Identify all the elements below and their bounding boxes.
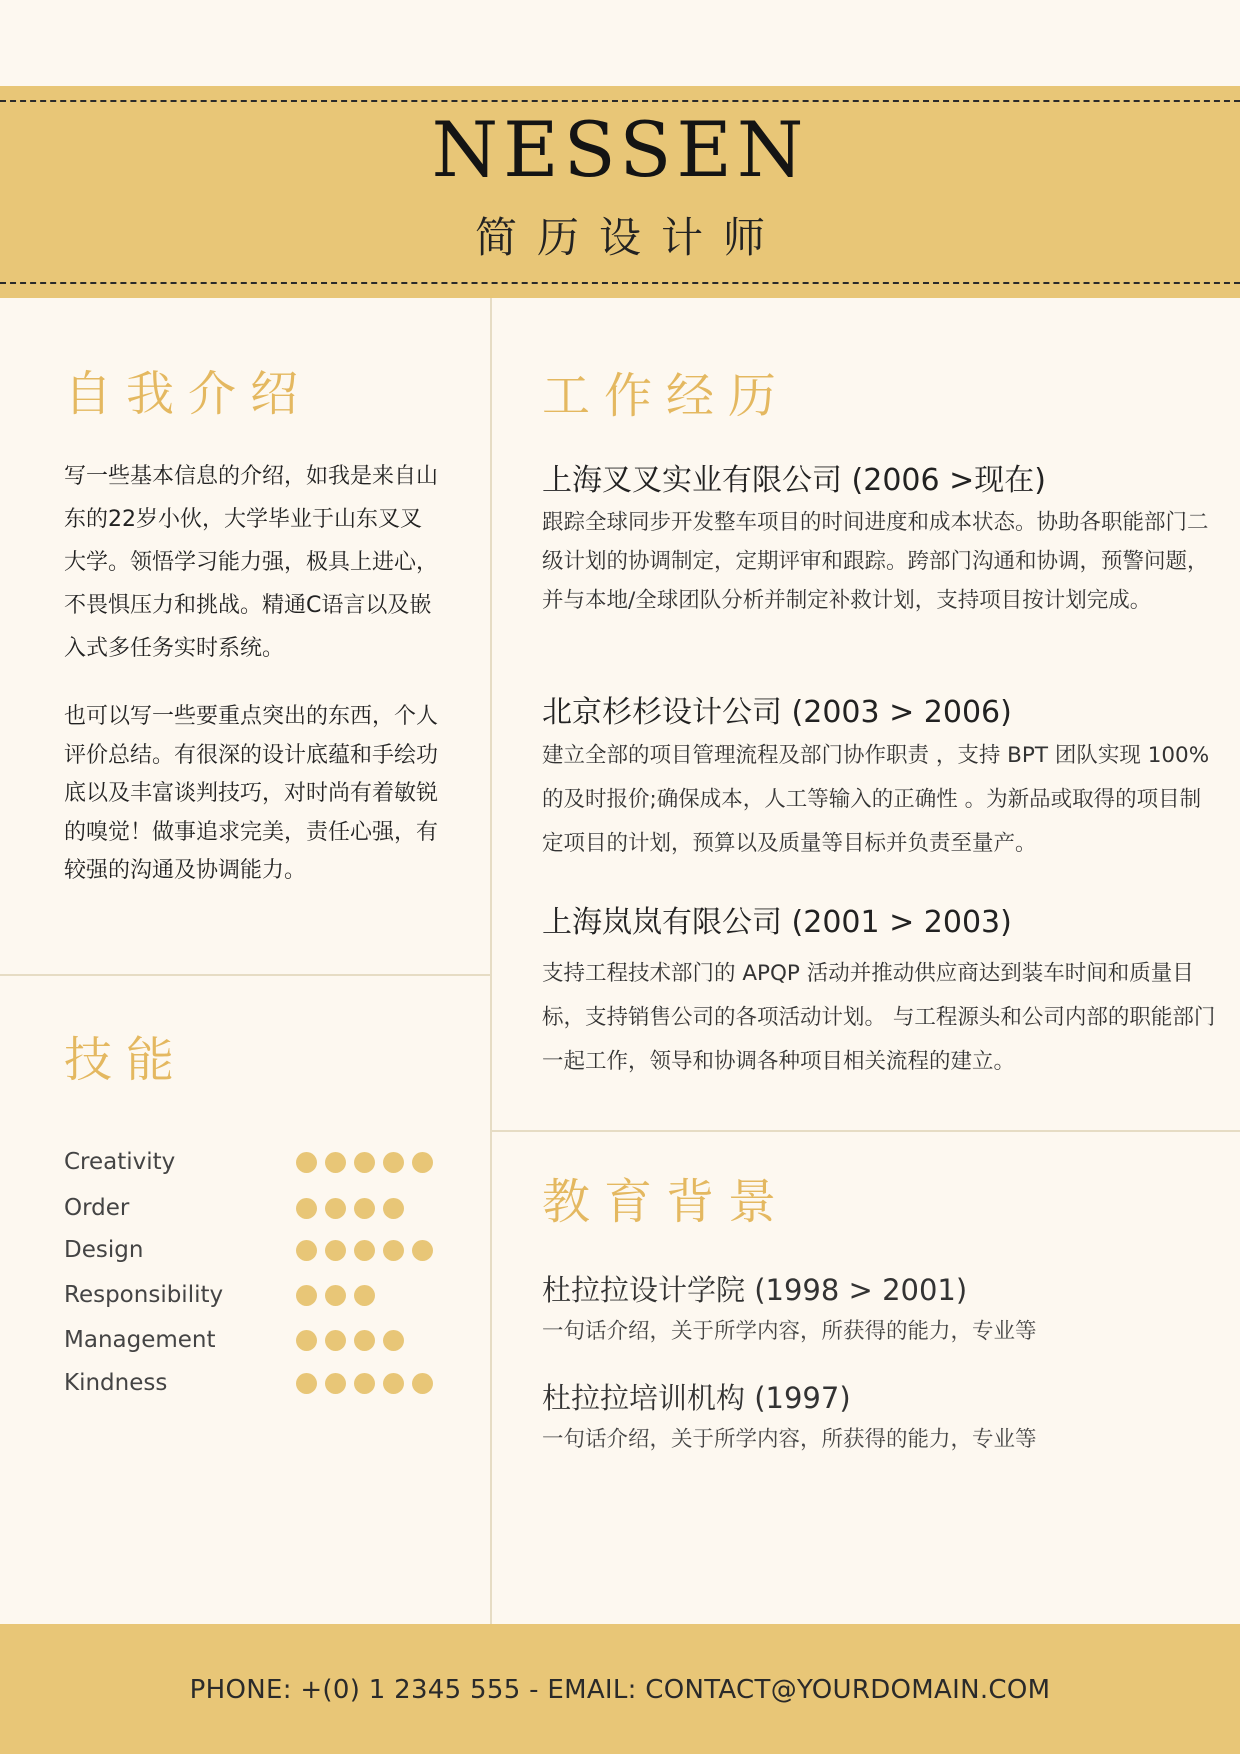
skill-label: Responsibility bbox=[64, 1282, 224, 1308]
skill-dot-icon bbox=[383, 1373, 404, 1394]
education-item-title: 杜拉拉设计学院 (1998 > 2001) bbox=[542, 1273, 968, 1307]
skill-dot-icon bbox=[383, 1152, 404, 1173]
about-paragraph-2: 也可以写一些要重点突出的东西，个人评价总结。有很深的设计底蕴和手绘功底以及丰富谈判技巧，对时尚有着敏锐的嗅觉！做事追求完美，责任心强，有较强的沟通及协调能力。 bbox=[64, 704, 439, 883]
skill-label: Kindness bbox=[64, 1370, 168, 1396]
skill-dot-icon bbox=[325, 1240, 346, 1261]
about-title: 自我介绍 bbox=[64, 366, 313, 422]
job-title: 北京杉杉设计公司 (2003 > 2006) bbox=[542, 695, 1012, 730]
education-item-description: 一句话介绍，关于所学内容，所获得的能力，专业等 bbox=[542, 1319, 1037, 1344]
education-item-description: 一句话介绍，关于所学内容，所获得的能力，专业等 bbox=[542, 1427, 1037, 1452]
job-description: 支持工程技术部门的 APQP 活动并推动供应商达到装车时间和质量目标，支持销售公司的各项活动计划。 与工程源头和公司内部的职能部门一起工作，领导和协调各种项目相关流程的建立。 bbox=[542, 961, 1216, 1074]
skill-dot-icon bbox=[325, 1198, 346, 1219]
job-description: 建立全部的项目管理流程及部门协作职责 ，支持 BPT 团队实现 100%的及时报价;确保成本，人工等输入的正确性 。为新品或取得的项目制定项目的计划，预算以及质量等目标并负责至量产。 bbox=[542, 743, 1210, 856]
skill-dot-icon bbox=[383, 1198, 404, 1219]
skill-dot-icon bbox=[354, 1285, 375, 1306]
skill-dot-icon bbox=[354, 1152, 375, 1173]
skill-dot-icon bbox=[325, 1285, 346, 1306]
footer-band bbox=[0, 1624, 1240, 1754]
job-title: 上海叉叉实业有限公司 (2006 >现在) bbox=[542, 463, 1046, 498]
skill-row bbox=[64, 1188, 444, 1228]
skills-title: 技能 bbox=[64, 1032, 189, 1088]
education-title: 教育背景 bbox=[542, 1174, 791, 1230]
skill-row bbox=[64, 1363, 444, 1403]
skill-dot-icon bbox=[296, 1152, 317, 1173]
skill-dot-icon bbox=[383, 1330, 404, 1351]
skill-dot-icon bbox=[412, 1152, 433, 1173]
skill-dot-icon bbox=[354, 1240, 375, 1261]
skill-dot-icon bbox=[325, 1373, 346, 1394]
skill-dot-icon bbox=[296, 1373, 317, 1394]
skill-dot-icon bbox=[296, 1330, 317, 1351]
job-description: 跟踪全球同步开发整车项目的时间进度和成本状态。协助各职能部门二级计划的协调制定，定期评审和跟踪。跨部门沟通和协调，预警问题，并与本地/全球团队分析并制定补救计划，支持项目按计划完成。 bbox=[542, 510, 1209, 613]
resume-role: 简历设计师 bbox=[474, 213, 785, 262]
skill-dot-icon bbox=[354, 1373, 375, 1394]
experience-title: 工作经历 bbox=[542, 368, 791, 424]
contact-info: PHONE: +(0) 1 2345 555 - EMAIL: CONTACT@YOURDOMAIN.COM bbox=[189, 1675, 1051, 1705]
skill-dot-icon bbox=[412, 1240, 433, 1261]
skill-dot-icon bbox=[296, 1240, 317, 1261]
header-band bbox=[0, 86, 1240, 298]
resume-name: NESSEN bbox=[431, 105, 809, 194]
skill-label: Order bbox=[64, 1195, 130, 1221]
about-paragraph-1: 写一些基本信息的介绍，如我是来自山东的22岁小伙，大学毕业于山东叉叉大学。领悟学习能力强，极具上进心，不畏惧压力和挑战。精通C语言以及嵌入式多任务实时系统。 bbox=[64, 464, 439, 661]
skill-label: Design bbox=[64, 1237, 144, 1263]
skill-label: Creativity bbox=[64, 1149, 176, 1175]
skill-row bbox=[64, 1275, 444, 1315]
header-dashed-line-bottom bbox=[0, 282, 1240, 284]
skill-row bbox=[64, 1142, 444, 1182]
skill-dot-icon bbox=[296, 1198, 317, 1219]
skill-row bbox=[64, 1320, 444, 1360]
skill-row bbox=[64, 1230, 444, 1270]
skill-dot-icon bbox=[354, 1198, 375, 1219]
skill-dot-icon bbox=[325, 1152, 346, 1173]
skill-label: Management bbox=[64, 1327, 216, 1353]
skill-dot-icon bbox=[325, 1330, 346, 1351]
skill-dot-icon bbox=[354, 1330, 375, 1351]
education-item-title: 杜拉拉培训机构 (1997) bbox=[542, 1381, 851, 1415]
column-divider bbox=[490, 298, 492, 1624]
skill-dot-icon bbox=[383, 1240, 404, 1261]
job-title: 上海岚岚有限公司 (2001 > 2003) bbox=[542, 905, 1012, 940]
right-section-divider bbox=[492, 1130, 1240, 1132]
left-section-divider bbox=[0, 974, 490, 976]
skill-dot-icon bbox=[412, 1373, 433, 1394]
skill-dot-icon bbox=[296, 1285, 317, 1306]
